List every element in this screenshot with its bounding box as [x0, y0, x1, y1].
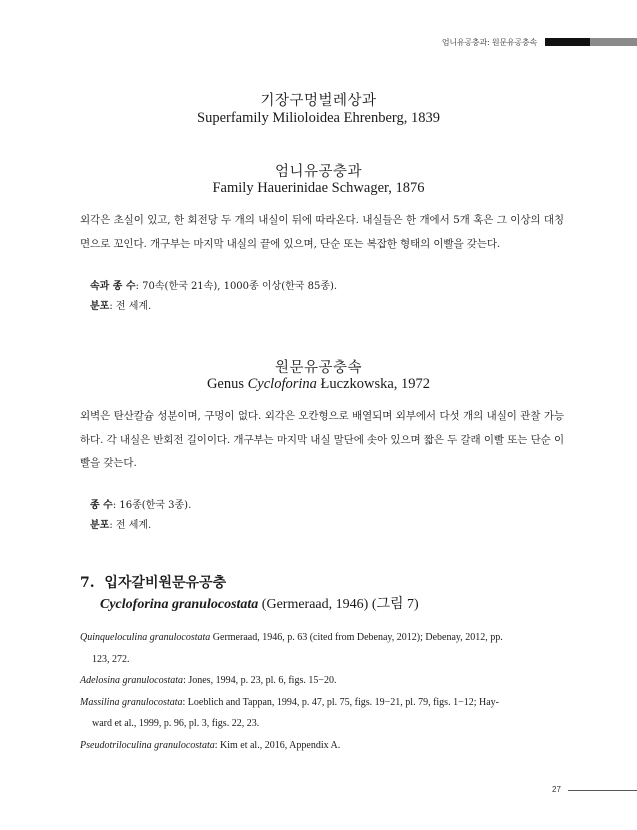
- family-counts-value: : 70속(한국 21속), 1000종 이상(한국 85종).: [135, 281, 338, 292]
- synonym-ref: : Jones, 1994, p. 23, pl. 6, figs. 15−20.: [183, 675, 337, 686]
- family-description: 외각은 초실이 있고, 한 회전당 두 개의 내실이 뒤에 따라온다. 내실들은 한 개에서 5개 혹은 그 이상의 대칭면으로 꼬인다. 개구부는 마지막 내실의 끝에 있으며, 단순 또는 복잡한 형태의 이빨을 갖는다.: [80, 214, 564, 250]
- genus-title-ko: 원문유공충속: [274, 360, 363, 376]
- synonym-entry: [80, 692, 570, 714]
- family-dist-label: 분포: [90, 301, 110, 312]
- genus-counts-label: 종 수: [90, 500, 113, 511]
- species-figure-ref: (그림 7): [368, 597, 419, 612]
- synonym-entry: [80, 735, 570, 757]
- synonymy-list: [80, 627, 570, 756]
- header-bar-dark: [545, 38, 590, 46]
- synonym-name: Pseudotriloculina granulocostata: [80, 739, 215, 751]
- running-title: 엄니유공충과: 원문유공충속: [441, 37, 537, 47]
- synonym-continuation: ward et al., 1999, p. 96, pl. 3, figs. 22, 23.: [92, 718, 260, 729]
- genus-name: Cycloforina: [247, 376, 317, 392]
- superfamily-title-ko: 기장구멍벌레상과: [260, 93, 377, 109]
- header-bar-gray: [590, 38, 637, 46]
- synonym-entry: [80, 670, 570, 692]
- synonym-ref: : Kim et al., 2016, Appendix A.: [214, 739, 341, 751]
- genus-author: Łuczkowska, 1972: [316, 376, 431, 392]
- genus-description: 외벽은 탄산칼슘 성분이며, 구멍이 없다. 외각은 오칸형으로 배열되며 외부에서 다섯 개의 내실이 관찰 가능하다. 각 내실은 반회전 길이이다. 개구부는 마지막 내실 말단에 솟아 있으며 짧은 두 갈래 이빨 또는 단순 이빨을 갖는다.: [80, 410, 564, 469]
- species-heading: [80, 572, 226, 592]
- page-number: 27: [552, 785, 561, 794]
- family-distribution: [90, 296, 151, 317]
- species-name: Cycloforina granulocostata: [100, 597, 259, 612]
- species-title-ko: 입자갈비원문유공충: [104, 575, 227, 591]
- synonym-continuation: 123, 272.: [92, 653, 130, 665]
- genus-title-en: [0, 376, 637, 393]
- synonym-name: Massilina granulocostata: [80, 696, 183, 708]
- footer-rule: [568, 790, 637, 791]
- synonym-ref: Germeraad, 1946, p. 63 (cited from Debenay, 2012); Debenay, 2012, pp.: [210, 632, 503, 643]
- family-counts-label: 속과 종 수: [90, 281, 136, 292]
- genus-counts-value: : 16종(한국 3종).: [112, 500, 192, 511]
- genus-counts: [90, 495, 191, 516]
- family-title-ko: 엄니유공충과: [274, 164, 363, 180]
- genus-distribution: [90, 515, 151, 536]
- genus-dist-label: 분포: [90, 520, 110, 531]
- family-title-en: Family Hauerinidae Schwager, 1876: [212, 180, 425, 196]
- species-scientific-name: [100, 593, 419, 613]
- synonym-ref: : Loeblich and Tappan, 1994, p. 47, pl. 75, figs. 19−21, pl. 79, figs. 1−12; Hay-: [182, 696, 499, 708]
- running-header: [442, 37, 637, 47]
- family-dist-value: : 전 세계.: [109, 301, 152, 312]
- superfamily-title-en: Superfamily Milioloidea Ehrenberg, 1839: [197, 110, 440, 126]
- genus-dist-value: : 전 세계.: [109, 520, 152, 531]
- synonym-name: Adelosina granulocostata: [80, 675, 184, 686]
- synonym-entry: [80, 627, 570, 649]
- synonym-name: Quinqueloculina granulocostata: [80, 632, 211, 643]
- species-number: 7.: [80, 575, 95, 591]
- species-author: (Germeraad, 1946): [258, 597, 369, 612]
- genus-prefix: Genus: [206, 376, 248, 392]
- family-counts: [90, 276, 337, 297]
